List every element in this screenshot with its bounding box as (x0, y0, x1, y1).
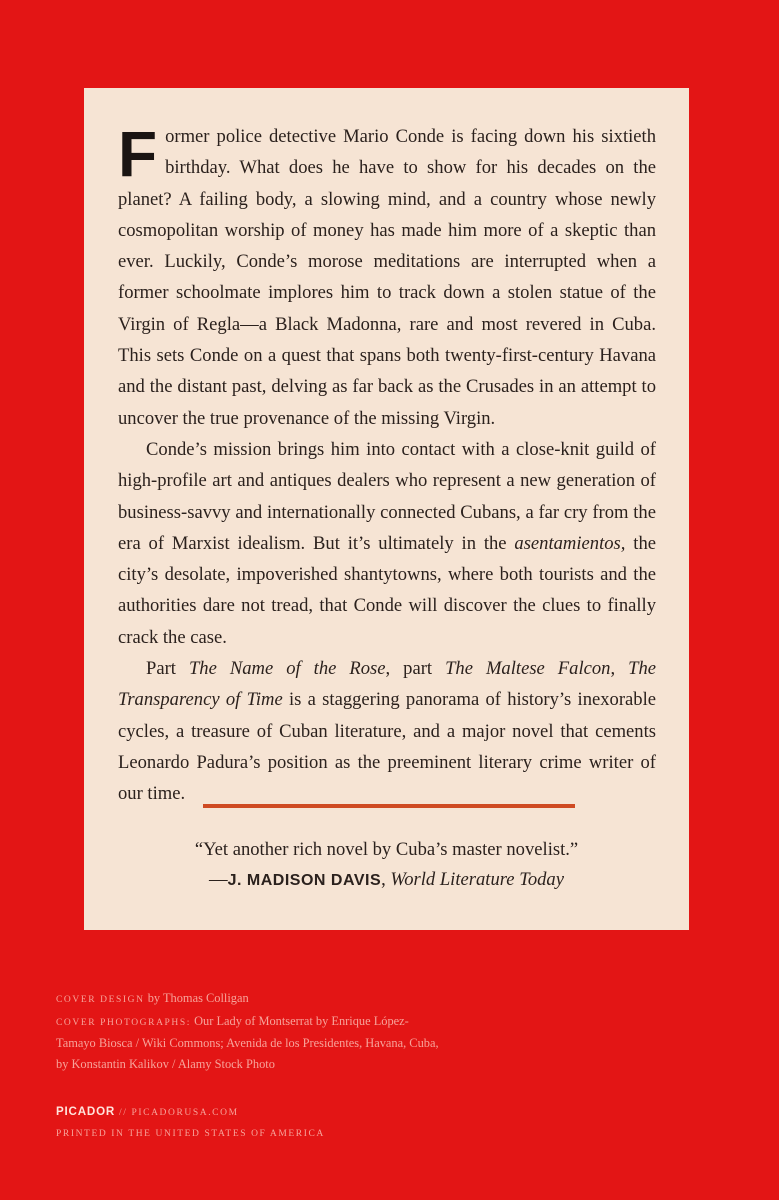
publisher-url: PICADORUSA.COM (131, 1108, 239, 1118)
cover-design-text: by Thomas Colligan (144, 991, 249, 1005)
blurb-paragraph-3-text: , (610, 658, 629, 680)
reviewer-name: J. MADISON DAVIS (227, 872, 382, 889)
back-cover-panel (84, 88, 689, 930)
blurb-text (118, 118, 656, 810)
blurb-paragraph-1-text: ormer police detective Mario Conde is facing down his sixtieth birthday. What does he have to show for his decades on the planet? A failing body, a slowing mind, and a country whose newly cosmopolitan worship of money has made him more of a skeptic than ever. Luckily, Conde’s morose meditations are interrupted when a former schoolmate implores him to track down a stolen statue of the Virgin of Regla—a Black Madonna, rare and most revered in Cuba. This sets Conde on a quest that spans both twenty-first-century Havana and the distant past, delving as far back as the Crusades in an attempt to uncover the true provenance of the missing Virgin. (118, 126, 656, 429)
attribution-comma: , (381, 869, 391, 890)
drop-cap: F (118, 118, 158, 190)
printed-in-notice: PRINTED IN THE UNITED STATES OF AMERICA (56, 1129, 325, 1139)
cover-photo-text: Our Lady of Montserrat by Enrique López-Tamayo Biosca / Wiki Commons; Avenida de los Presidentes, Havana, Cuba, by Konstantin Kalikov / Alamy Stock Photo (56, 1013, 439, 1071)
review-quote: “Yet another rich novel by Cuba’s master novelist.” (194, 839, 579, 860)
blurb-paragraph-3-text-end: is a staggering panorama of history’s inexorable cycles, a treasure of Cuban literature, and a major novel that cements Leonardo Padura’s position as the preeminent literary crime writer of our time. (118, 689, 656, 805)
blurb-paragraph-3-text: Part (146, 658, 189, 680)
review-source: World Literature Today (390, 869, 564, 890)
book-title-reference: The Maltese Falcon (445, 658, 611, 680)
book-title: The Transparency of Time (118, 658, 656, 711)
publisher-separator: // (115, 1108, 132, 1118)
attribution-dash: — (209, 869, 228, 890)
publisher-line (56, 1101, 239, 1123)
divider-rule (203, 804, 575, 808)
italic-term: asentamientos, (514, 532, 626, 554)
cover-photo-label: COVER PHOTOGRAPHS: (56, 1017, 191, 1028)
blurb-paragraph-1 (118, 118, 656, 434)
quote-attribution (84, 866, 689, 895)
blurb-paragraph-3 (118, 653, 656, 809)
blurb-paragraph-3-text: , part (385, 658, 446, 680)
blurb-paragraph-2-text-end: the city’s desolate, impoverished shantytowns, where both tourists and the authorities dare not tread, that Conde will discover the clues to finally crack the case. (118, 532, 656, 648)
cover-design-label: COVER DESIGN (56, 995, 145, 1005)
cover-design-credit (56, 988, 446, 1011)
blurb-paragraph-2 (118, 434, 656, 653)
publisher-name: PICADOR (56, 1105, 116, 1118)
cover-credits (56, 988, 446, 1074)
book-title-reference: The Name of the Rose (188, 658, 386, 680)
cover-photo-credit (56, 1011, 446, 1075)
blurb-paragraph-2-text: Conde’s mission brings him into contact with a close-knit guild of high-profile art and antiques dealers who represent a new generation of business-savvy and internationally connected Cubans, a far cry from the era of Marxist idealism. But it’s ultimately in the (118, 438, 656, 554)
